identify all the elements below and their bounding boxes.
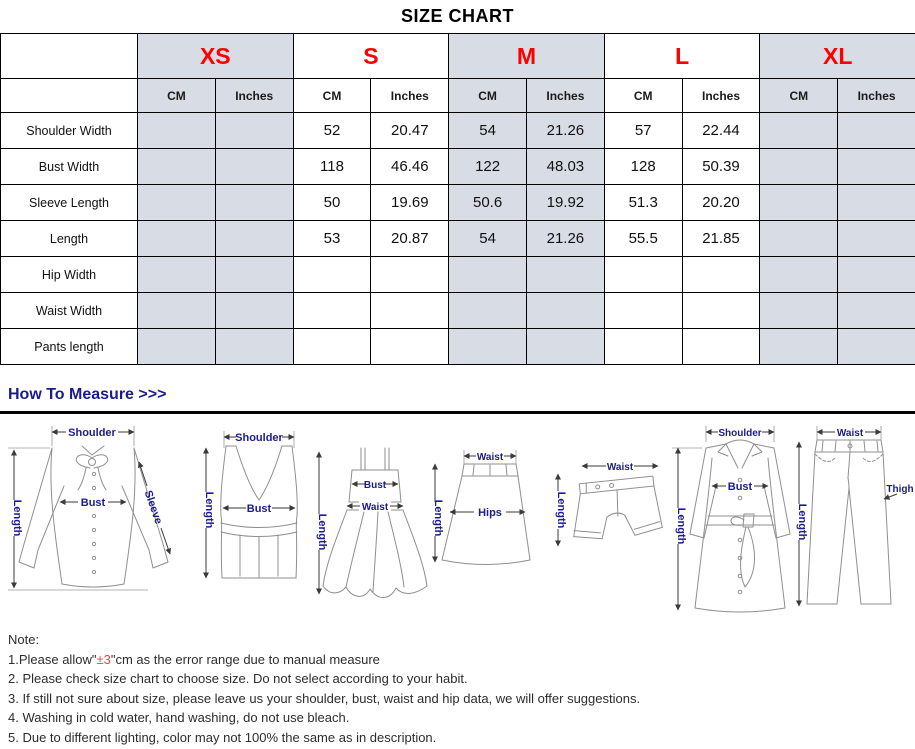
unit-header: Inches — [215, 79, 293, 113]
size-value-cell — [371, 257, 449, 293]
label-length: Length — [796, 503, 808, 541]
size-value-cell: 54 — [449, 221, 527, 257]
size-value-cell — [215, 185, 293, 221]
unit-header: CM — [604, 79, 682, 113]
label-length: Length — [203, 491, 215, 529]
table-row — [1, 185, 915, 221]
size-value-cell: 51.3 — [604, 185, 682, 221]
unit-header: CM — [449, 79, 527, 113]
label-shoulder: Shoulder — [68, 427, 116, 439]
size-value-cell: 118 — [293, 149, 371, 185]
diagram-trench-coat — [668, 424, 808, 619]
size-value-cell — [138, 221, 216, 257]
size-value-cell — [138, 257, 216, 293]
label-waist: Waist — [836, 428, 864, 439]
size-value-cell — [138, 329, 216, 365]
size-value-cell — [604, 257, 682, 293]
size-value-cell — [449, 329, 527, 365]
page-title: SIZE CHART — [401, 6, 514, 26]
size-value-cell — [371, 293, 449, 329]
size-value-cell: 55.5 — [604, 221, 682, 257]
size-value-cell — [838, 149, 915, 185]
size-value-cell — [449, 257, 527, 293]
size-value-cell — [138, 149, 216, 185]
size-value-cell: 21.26 — [526, 113, 604, 149]
label-length: Length — [316, 513, 328, 551]
size-value-cell — [760, 329, 838, 365]
size-value-cell — [138, 113, 216, 149]
label-thigh: Thigh — [886, 484, 914, 495]
size-header-xl: XL — [760, 34, 915, 79]
diagram-shorts — [542, 458, 664, 560]
unit-header: Inches — [838, 79, 915, 113]
size-value-cell: 22.44 — [682, 113, 760, 149]
label-shoulder: Shoulder — [235, 432, 283, 444]
size-value-cell — [838, 329, 915, 365]
size-value-cell: 19.92 — [526, 185, 604, 221]
size-value-cell — [215, 221, 293, 257]
label-length: Length — [675, 507, 687, 545]
note-heading: Note: — [8, 632, 40, 647]
unit-header: Inches — [526, 79, 604, 113]
table-row — [1, 329, 915, 365]
size-value-cell — [371, 329, 449, 365]
size-value-cell — [293, 257, 371, 293]
size-value-cell: 19.69 — [371, 185, 449, 221]
size-value-cell — [760, 113, 838, 149]
size-value-cell — [526, 293, 604, 329]
label-waist: Waist — [476, 452, 504, 463]
table-row — [1, 149, 915, 185]
label-shoulder: Shoulder — [718, 428, 762, 439]
note-line-3: 3. If still not sure about size, please leave us your shoulder, bust, waist and hip data, we will offer suggestions. — [8, 690, 641, 706]
row-label: Hip Width — [1, 257, 138, 293]
size-value-cell: 122 — [449, 149, 527, 185]
size-value-cell — [293, 329, 371, 365]
size-value-cell — [838, 113, 915, 149]
unit-header: CM — [138, 79, 216, 113]
note-line-1: 1.Please allow"±3"cm as the error range due to manual measure — [8, 651, 380, 667]
size-value-cell: 20.20 — [682, 185, 760, 221]
notes-section — [8, 630, 915, 747]
size-value-cell — [682, 293, 760, 329]
row-label: Pants length — [1, 329, 138, 365]
size-value-cell — [604, 329, 682, 365]
row-label: Waist Width — [1, 293, 138, 329]
size-header-m: M — [449, 34, 605, 79]
size-value-cell — [138, 293, 216, 329]
diagram-slip-dress — [316, 444, 431, 614]
unit-header: Inches — [682, 79, 760, 113]
size-value-cell — [682, 257, 760, 293]
corner-cell-2 — [1, 79, 138, 113]
size-value-cell: 20.47 — [371, 113, 449, 149]
note-line-2: 2. Please check size chart to choose size. Do not select according to your habit. — [8, 671, 468, 686]
label-bust: Bust — [727, 481, 753, 493]
diagram-skirt — [430, 448, 542, 576]
label-bust: Bust — [363, 480, 387, 491]
size-value-cell — [449, 293, 527, 329]
unit-header: Inches — [371, 79, 449, 113]
size-value-cell — [682, 329, 760, 365]
size-value-cell: 57 — [604, 113, 682, 149]
size-value-cell — [760, 257, 838, 293]
size-value-cell: 46.46 — [371, 149, 449, 185]
diagram-pants — [793, 424, 915, 619]
size-value-cell — [215, 329, 293, 365]
size-header-s: S — [293, 34, 449, 79]
size-header-l: L — [604, 34, 760, 79]
size-table — [0, 33, 915, 365]
table-row — [1, 221, 915, 257]
label-length: Length — [11, 499, 23, 537]
size-value-cell: 53 — [293, 221, 371, 257]
label-length: Length — [432, 499, 444, 537]
size-value-cell — [293, 293, 371, 329]
how-to-measure-heading: How To Measure >>> — [8, 386, 167, 403]
row-label: Length — [1, 221, 138, 257]
size-value-cell — [760, 185, 838, 221]
label-length: Length — [555, 491, 567, 529]
size-value-cell: 54 — [449, 113, 527, 149]
size-value-cell: 21.85 — [682, 221, 760, 257]
size-value-cell: 52 — [293, 113, 371, 149]
size-header-xs: XS — [138, 34, 294, 79]
size-value-cell — [215, 293, 293, 329]
size-value-cell: 21.26 — [526, 221, 604, 257]
table-row — [1, 257, 915, 293]
size-value-cell: 48.03 — [526, 149, 604, 185]
size-value-cell — [838, 293, 915, 329]
label-waist: Waist — [606, 462, 634, 473]
size-value-cell — [838, 257, 915, 293]
measure-diagrams — [0, 414, 915, 623]
size-value-cell — [215, 257, 293, 293]
unit-header: CM — [760, 79, 838, 113]
size-value-cell: 20.87 — [371, 221, 449, 257]
size-value-cell — [838, 221, 915, 257]
unit-header-row — [1, 79, 915, 113]
note-line-5: 5. Due to different lighting, color may not 100% the same as in description. — [8, 729, 437, 745]
size-value-cell — [838, 185, 915, 221]
label-hips: Hips — [478, 507, 502, 519]
size-value-cell: 50 — [293, 185, 371, 221]
size-value-cell — [215, 113, 293, 149]
row-label: Bust Width — [1, 149, 138, 185]
table-row — [1, 293, 915, 329]
table-row — [1, 113, 915, 149]
label-sleeve: Sleeve — [141, 488, 165, 526]
size-value-cell — [604, 293, 682, 329]
note-red-tolerance: ±3 — [96, 651, 111, 667]
size-value-cell — [215, 149, 293, 185]
size-value-cell: 50.39 — [682, 149, 760, 185]
size-value-cell — [526, 329, 604, 365]
row-label: Shoulder Width — [1, 113, 138, 149]
diagram-blouse — [6, 422, 191, 607]
label-bust: Bust — [80, 497, 106, 509]
note-line-4: 4. Washing in cold water, hand washing, do not use bleach. — [8, 710, 350, 725]
size-value-cell — [526, 257, 604, 293]
unit-header: CM — [293, 79, 371, 113]
row-label: Sleeve Length — [1, 185, 138, 221]
size-header-row — [1, 34, 915, 79]
size-value-cell — [138, 185, 216, 221]
size-value-cell — [760, 293, 838, 329]
size-value-cell: 128 — [604, 149, 682, 185]
diagram-vest-top — [196, 428, 311, 598]
size-value-cell: 50.6 — [449, 185, 527, 221]
size-table-body — [1, 113, 915, 365]
size-value-cell — [760, 149, 838, 185]
label-waist: Waist — [361, 502, 389, 513]
size-value-cell — [760, 221, 838, 257]
corner-cell — [1, 34, 138, 79]
label-bust: Bust — [246, 503, 272, 515]
